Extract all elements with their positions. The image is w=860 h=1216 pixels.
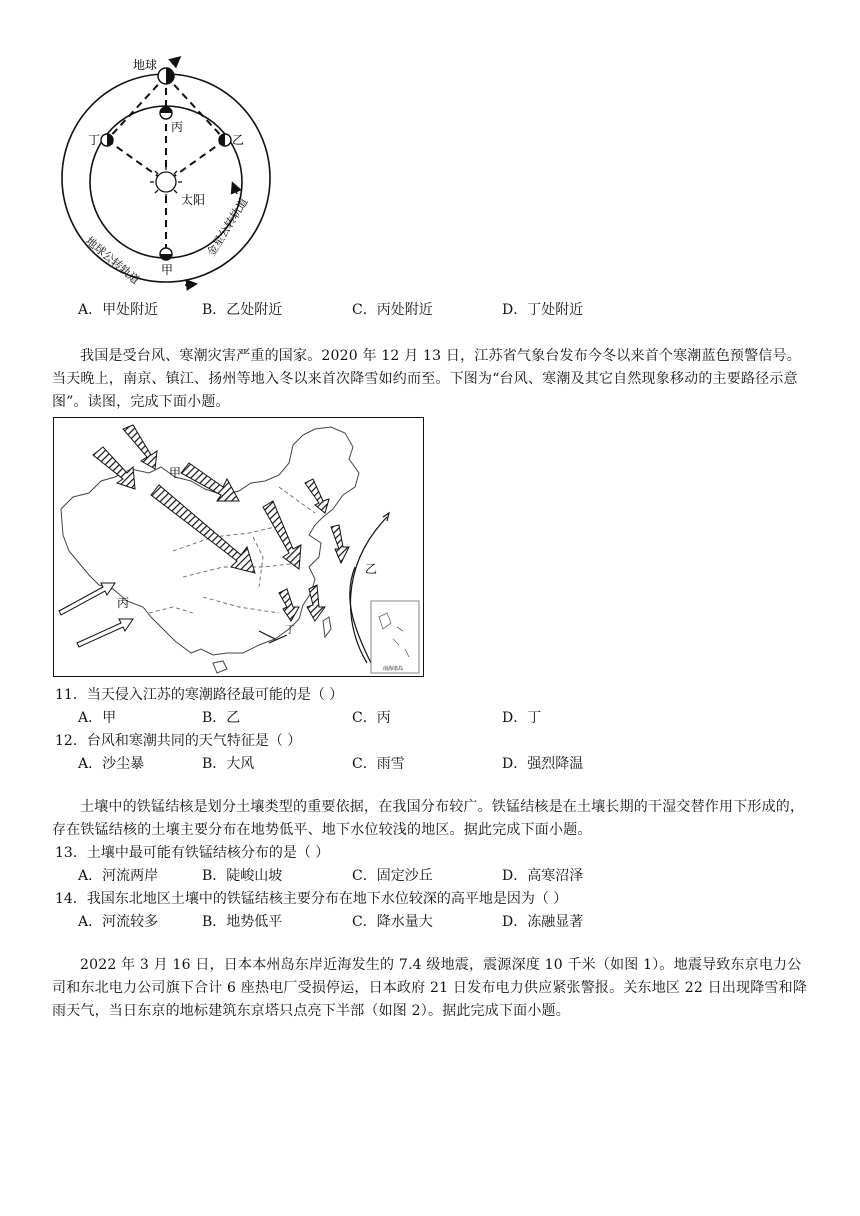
question-11-options <box>78 707 778 729</box>
orbit-diagram <box>55 52 285 297</box>
option-a[interactable]: A．沙尘暴 <box>78 756 145 772</box>
question-stem: 当天侵入江苏的寒潮路径最可能的是（ ） <box>86 687 344 703</box>
passage-quake: 2022 年 3 月 16 日，日本本州岛东岸近海发生的 7.4 级地震，震源深度 10 千米（如图 1）。地震导致东京电力公司和东北电力公司旗下合计 6 座热电厂受损停运，日本政府 21 日发布电力供应紧张警报。关东地区 22 日出现降雪和降雨天气，当日东京的地标建筑东京塔只点亮下半部（如图 2）。据此完成下面小题。 <box>52 957 808 1019</box>
option-a[interactable]: A．甲 <box>78 710 117 726</box>
bing-label: 丙 <box>171 120 184 134</box>
venus-position-ding <box>101 134 113 146</box>
china-map <box>53 417 424 677</box>
map-label-bing: 丙 <box>117 596 130 610</box>
inset-label: 南海诸岛 <box>383 666 404 672</box>
jia-label: 甲 <box>161 263 174 277</box>
earth-orbit-label: 地球公转轨道 <box>83 234 142 287</box>
option-b[interactable]: B．乙 <box>202 710 241 726</box>
option-b[interactable]: B．乙处附近 <box>202 302 283 318</box>
yi-label: 乙 <box>232 133 245 147</box>
question-13-options <box>78 865 778 887</box>
question-11 <box>55 684 343 706</box>
question-12-options <box>78 753 778 775</box>
question-number: 13． <box>55 845 87 861</box>
question-stem: 土壤中最可能有铁锰结核分布的是（ ） <box>86 845 330 861</box>
option-a[interactable]: A．河流两岸 <box>78 868 159 884</box>
option-d[interactable]: D．高寒沼泽 <box>502 868 584 884</box>
option-c[interactable]: C．丙 <box>352 710 391 726</box>
map-label-yi: 乙 <box>365 562 378 576</box>
sun-label: 太阳 <box>181 193 206 207</box>
option-c[interactable]: C．降水量大 <box>352 914 433 930</box>
option-d[interactable]: D．丁处附近 <box>502 302 584 318</box>
south-china-sea-inset <box>371 601 419 673</box>
question-stem: 我国东北地区土壤中的铁锰结核主要分布在地下水位较深的高平地是因为（ ） <box>86 891 568 907</box>
option-b[interactable]: B．陡峻山坡 <box>202 868 283 884</box>
orbit-question-options <box>78 299 778 321</box>
question-12 <box>55 730 301 752</box>
option-c[interactable]: C．固定沙丘 <box>352 868 433 884</box>
venus-position-jia <box>160 248 172 260</box>
option-b[interactable]: B．地势低平 <box>202 914 283 930</box>
option-c[interactable]: C．雨雪 <box>352 756 405 772</box>
earth-icon <box>158 68 174 84</box>
option-a[interactable]: A．河流较多 <box>78 914 159 930</box>
venus-position-bing <box>160 107 172 119</box>
passage-cold-wave: 我国是受台风、寒潮灾害严重的国家。2020 年 12 月 13 日，江苏省气象台发布今冬以来首个寒潮蓝色预警信号。当天晚上，南京、镇江、扬州等地入冬以来首次降雪如约而至。下图为“台风、寒潮及其它自然现象移动的主要路径示意图”。读图，完成下面小题。 <box>52 348 801 410</box>
map-label-ding: 丁 <box>285 625 295 636</box>
passage-soil: 土壤中的铁锰结核是划分土壤类型的重要依据，在我国分布较广。铁锰结核是在土壤长期的干湿交替作用下形成的，存在铁锰结核的土壤主要分布在地势低平、地下水位较浅的地区。据此完成下面小题。 <box>52 799 805 838</box>
venus-orbit-label: 金星公转轨道 <box>204 195 251 259</box>
option-b[interactable]: B．大风 <box>202 756 255 772</box>
ding-label: 丁 <box>88 133 101 147</box>
question-stem: 台风和寒潮共同的天气特征是（ ） <box>86 733 302 749</box>
venus-position-yi <box>219 134 231 146</box>
map-label-jia: 甲 <box>169 466 182 480</box>
question-13 <box>55 842 329 864</box>
option-d[interactable]: D．丁 <box>502 710 542 726</box>
question-14-options <box>78 911 778 933</box>
question-number: 12． <box>55 733 87 749</box>
option-d[interactable]: D．强烈降温 <box>502 756 584 772</box>
question-number: 11． <box>55 687 87 703</box>
option-a[interactable]: A．甲处附近 <box>78 302 159 318</box>
option-d[interactable]: D．冻融显著 <box>502 914 584 930</box>
question-14 <box>55 888 567 910</box>
question-number: 14． <box>55 891 87 907</box>
sun-icon <box>150 166 182 198</box>
option-c[interactable]: C．丙处附近 <box>352 302 433 318</box>
earth-label: 地球 <box>133 58 158 72</box>
